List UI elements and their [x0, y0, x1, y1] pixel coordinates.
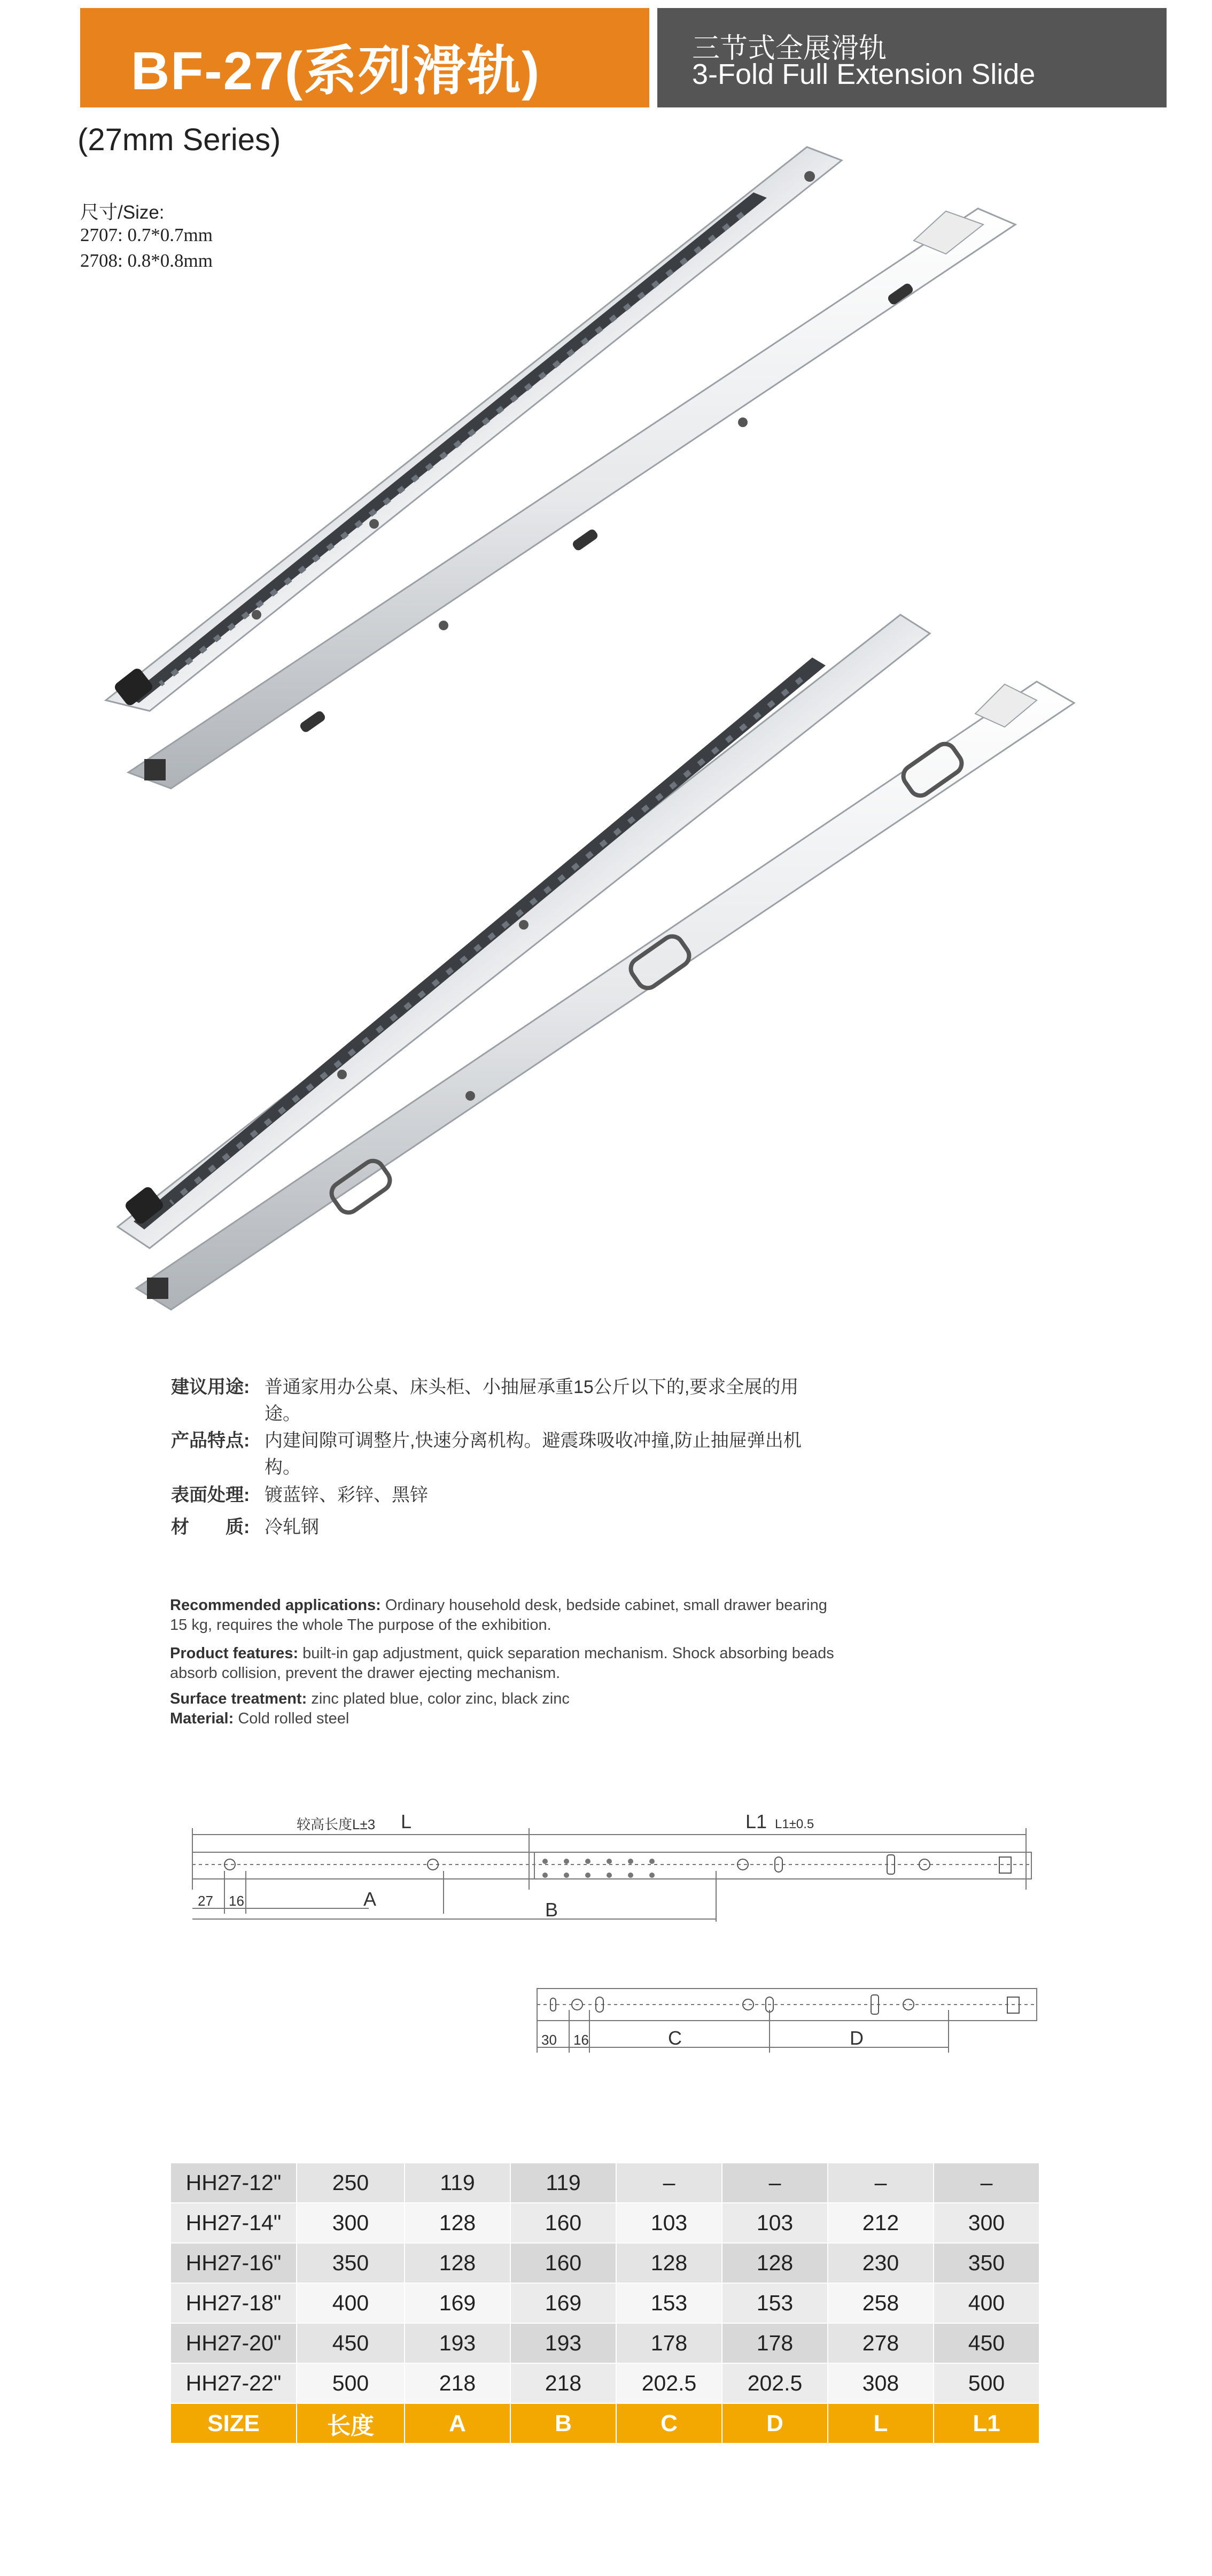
- dim-a: A: [363, 1888, 377, 1910]
- table-cell: 178: [616, 2323, 722, 2363]
- table-cell: A: [405, 2403, 510, 2443]
- table-cell: L: [828, 2403, 934, 2443]
- table-cell: HH27-14": [170, 2203, 297, 2243]
- table-cell: 193: [405, 2323, 510, 2363]
- spec-en-label: Product features:: [170, 1645, 299, 1662]
- spec-en-label: Material:: [170, 1710, 234, 1727]
- spec-en-material: [170, 1709, 838, 1729]
- dim-d: D: [850, 2027, 864, 2049]
- table-row: [170, 2283, 1039, 2323]
- table-cell: 278: [828, 2323, 934, 2363]
- dim-b: B: [545, 1899, 558, 1921]
- spec-cn-text: 冷轧钢: [265, 1517, 319, 1537]
- spec-en-text: Cold rolled steel: [238, 1710, 349, 1727]
- rail-open-bottom: [136, 682, 1074, 1310]
- table-cell: 178: [722, 2323, 828, 2363]
- dimension-drawing-closed: [176, 1801, 1053, 1930]
- table-cell: L1: [934, 2403, 1039, 2443]
- table-cell: 103: [616, 2203, 722, 2243]
- table-cell: 128: [616, 2243, 722, 2283]
- spec-cn-text: 内建间隙可调整片,快速分离机构。避震珠吸收冲撞,防止抽屉弹出机构。: [265, 1430, 802, 1477]
- spec-cn-material: [171, 1514, 812, 1541]
- spec-en-text: built-in gap adjustment, quick separation mechanism. Shock absorbing beads absorb collision, prevent the drawer ejecting mechanism.: [170, 1645, 834, 1682]
- table-cell: 128: [405, 2203, 510, 2243]
- rail-open-top: [128, 208, 1015, 788]
- table-cell: –: [616, 2163, 722, 2203]
- table-cell: HH27-18": [170, 2283, 297, 2323]
- table-row: [170, 2203, 1039, 2243]
- spec-en-text: Ordinary household desk, bedside cabinet, small drawer bearing 15 kg, requires the whole The purpose of the exhibition.: [170, 1597, 827, 1634]
- dim-l: L: [401, 1811, 412, 1832]
- table-cell: 300: [297, 2203, 405, 2243]
- slide-rails-photo: [96, 144, 1101, 1320]
- spec-en-features: [170, 1644, 838, 1683]
- table-cell: SIZE: [170, 2403, 297, 2443]
- table-cell: 193: [510, 2323, 616, 2363]
- table-cell: 119: [405, 2163, 510, 2203]
- spec-cn-surface: [171, 1482, 812, 1509]
- table-cell: 350: [934, 2243, 1039, 2283]
- rail-closed-top: [106, 147, 842, 711]
- table-cell: 308: [828, 2363, 934, 2403]
- table-cell: 218: [405, 2363, 510, 2403]
- table-cell: 128: [405, 2243, 510, 2283]
- subtitle-english: 3-Fold Full Extension Slide: [692, 58, 1036, 90]
- spec-cn-label: 建议用途:: [171, 1377, 250, 1397]
- table-cell: 169: [405, 2283, 510, 2323]
- table-cell: 212: [828, 2203, 934, 2243]
- table-cell: 103: [722, 2203, 828, 2243]
- table-cell: 450: [297, 2323, 405, 2363]
- table-cell: 400: [934, 2283, 1039, 2323]
- table-cell: 250: [297, 2163, 405, 2203]
- table-cell: –: [722, 2163, 828, 2203]
- dim-16b: 16: [573, 2032, 589, 2048]
- table-cell: C: [616, 2403, 722, 2443]
- subtitle-chinese: 三节式全展滑轨: [692, 33, 887, 64]
- table-cell: D: [722, 2403, 828, 2443]
- table-cell: 300: [934, 2203, 1039, 2243]
- table-cell: 500: [934, 2363, 1039, 2403]
- table-cell: –: [828, 2163, 934, 2203]
- dim-30: 30: [541, 2032, 557, 2048]
- table-cell: 长度: [297, 2403, 405, 2443]
- table-cell: –: [934, 2163, 1039, 2203]
- spec-cn-text: 镀蓝锌、彩锌、黑锌: [265, 1485, 428, 1505]
- size-line-2707: 2707: 0.7*0.7mm: [80, 225, 213, 245]
- spec-cn-label: 材 质:: [171, 1517, 250, 1537]
- spec-en-label: Surface treatment:: [170, 1690, 307, 1707]
- table-row: [170, 2243, 1039, 2283]
- series-label: (27mm Series): [77, 122, 281, 157]
- spec-en-surface: [170, 1689, 838, 1709]
- spec-en-text: zinc plated blue, color zinc, black zinc: [311, 1690, 570, 1707]
- table-row: [170, 2323, 1039, 2363]
- table-cell: HH27-12": [170, 2163, 297, 2203]
- table-cell: 169: [510, 2283, 616, 2323]
- dim-c: C: [668, 2027, 682, 2049]
- table-cell: 230: [828, 2243, 934, 2283]
- table-cell: 500: [297, 2363, 405, 2403]
- dim-l1: L1: [745, 1811, 767, 1832]
- spec-cn-text: 普通家用办公桌、床头柜、小抽屉承重15公斤以下的,要求全展的用途。: [265, 1377, 799, 1424]
- spec-cn-label: 表面处理:: [171, 1485, 250, 1505]
- table-cell: 350: [297, 2243, 405, 2283]
- product-title: BF-27(系列滑轨): [131, 41, 541, 101]
- dim-l1-tolerance: L1±0.5: [775, 1817, 814, 1831]
- table-cell: 119: [510, 2163, 616, 2203]
- spec-cn-label: 产品特点:: [171, 1430, 250, 1451]
- size-line-2708: 2708: 0.8*0.8mm: [80, 250, 213, 271]
- table-cell: 160: [510, 2243, 616, 2283]
- table-cell: 153: [722, 2283, 828, 2323]
- table-cell: HH27-22": [170, 2363, 297, 2403]
- table-cell: 258: [828, 2283, 934, 2323]
- table-row: [170, 2363, 1039, 2403]
- table-cell: 218: [510, 2363, 616, 2403]
- table-row: [170, 2163, 1039, 2203]
- table-cell: 202.5: [722, 2363, 828, 2403]
- table-cell: 128: [722, 2243, 828, 2283]
- spec-cn-features: [171, 1427, 812, 1481]
- spec-en-applications: [170, 1596, 838, 1635]
- table-cell: 400: [297, 2283, 405, 2323]
- table-cell: B: [510, 2403, 616, 2443]
- table-cell: 202.5: [616, 2363, 722, 2403]
- size-label: 尺寸/Size:: [80, 202, 165, 223]
- dim-16: 16: [229, 1893, 244, 1909]
- dim-note-l: 较高长度L±3: [297, 1816, 376, 1832]
- spec-en-label: Recommended applications:: [170, 1597, 381, 1614]
- table-cell: HH27-16": [170, 2243, 297, 2283]
- dim-27: 27: [198, 1893, 213, 1909]
- size-table: [170, 2162, 1040, 2444]
- table-cell: 153: [616, 2283, 722, 2323]
- table-cell: 160: [510, 2203, 616, 2243]
- table-cell: HH27-20": [170, 2323, 297, 2363]
- spec-cn-applications: [171, 1374, 812, 1427]
- dimension-drawing-open: [526, 1978, 1045, 2058]
- table-cell: 450: [934, 2323, 1039, 2363]
- table-header-row: [170, 2403, 1039, 2443]
